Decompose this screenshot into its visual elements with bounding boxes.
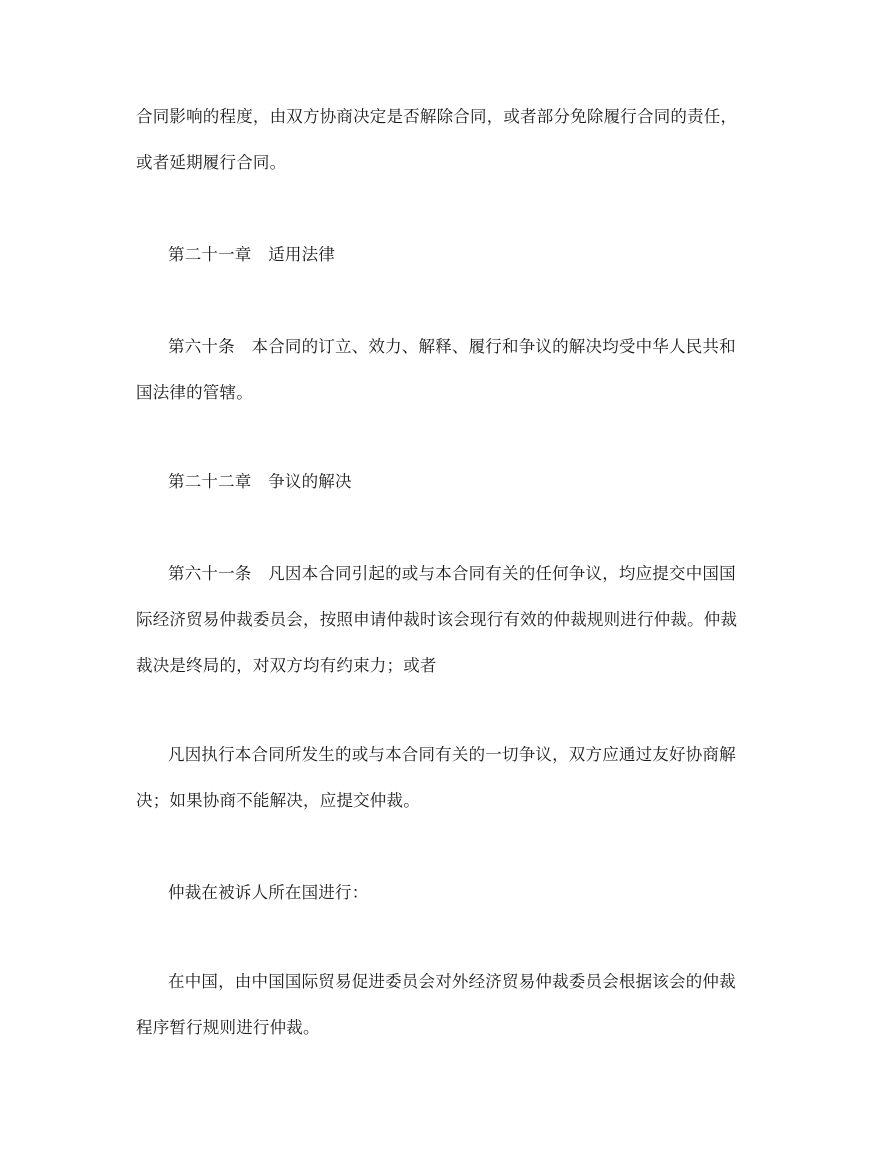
paragraph-line: 合同影响的程度，由双方协商决定是否解除合同，或者部分免除履行合同的责任，	[136, 107, 738, 126]
article-line: 裁决是终局的，对双方均有约束力；或者	[136, 656, 437, 675]
paragraph-line: 决；如果协商不能解决，应提交仲裁。	[136, 791, 420, 810]
paragraph-line: 或者延期履行合同。	[136, 153, 287, 172]
paragraph-line: 程序暂行规则进行仲裁。	[136, 1018, 320, 1037]
article-line: 第六十条 本合同的订立、效力、解释、履行和争议的解决均受中华人民共和	[168, 337, 736, 356]
article-line: 际经济贸易仲裁委员会，按照申请仲裁时该会现行有效的仲裁规则进行仲裁。仲裁	[136, 610, 738, 629]
article-line: 国法律的管辖。	[136, 383, 253, 402]
chapter-heading: 第二十二章 争议的解决	[168, 472, 352, 491]
chapter-heading: 第二十一章 适用法律	[168, 245, 335, 264]
paragraph-line: 在中国，由中国国际贸易促进委员会对外经济贸易仲裁委员会根据该会的仲裁	[168, 972, 736, 991]
paragraph-line: 仲裁在被诉人所在国进行：	[168, 883, 369, 902]
article-line: 第六十一条 凡因本合同引起的或与本合同有关的任何争议，均应提交中国国	[168, 564, 736, 583]
paragraph-line: 凡因执行本合同所发生的或与本合同有关的一切争议，双方应通过友好协商解	[168, 745, 736, 764]
